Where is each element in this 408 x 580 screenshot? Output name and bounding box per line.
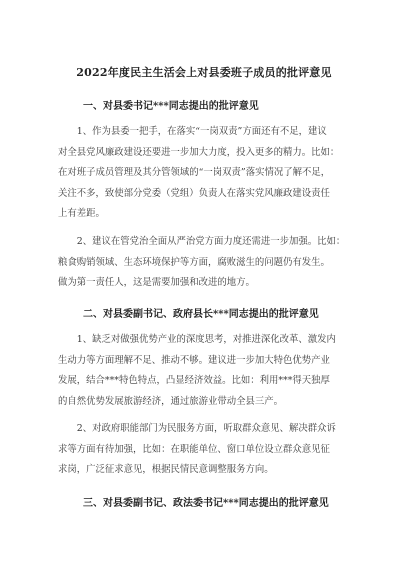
paragraph-2-1 bbox=[58, 330, 344, 412]
text-line: 生动力等方面理解不足、推动不够。建议进一步加大特色优势产业 bbox=[58, 354, 330, 366]
text-line: 粮食购销领域、生态环境保护等方面，腐败滋生的问题仍有发生。 bbox=[58, 256, 330, 268]
text-line: 做为第一责任人，这是需要加强和改进的地方。 bbox=[58, 277, 255, 289]
text-line: 求等方面有待加强，比如：在职能单位、窗口单位设立群众意见征 bbox=[58, 443, 330, 455]
text-line: 2、对政府职能部门为民服务方面，听取群众意见、解决群众诉 bbox=[76, 423, 336, 434]
paragraph-1-1 bbox=[58, 122, 344, 225]
text-line: 对全县党风廉政建设还要进一步加大力度，投入更多的精力。比如： bbox=[58, 146, 340, 158]
paragraph-2-2 bbox=[58, 419, 344, 481]
text-line: 的自然优势发展旅游经济，通过旅游业带动全县三产。 bbox=[58, 395, 284, 407]
text-line: 2、建议在管党治全面从严治党方面力度还需进一步加强。比如： bbox=[76, 236, 346, 247]
text-line: 关注不多，致使部分党委（党组）负责人在落实党风廉政建设责任 bbox=[58, 187, 330, 199]
text-line: 1、缺乏对做强优势产业的深度思考，对推进深化改革、激发内 bbox=[76, 334, 336, 345]
text-line: 发展，结合***特色特点，凸显经济效益。比如：利用***得天独厚 bbox=[58, 375, 330, 387]
section-heading-1: 一、对县委书记***同志提出的批评意见 bbox=[83, 101, 259, 112]
section-heading-3: 三、对县委副书记、政法委书记***同志提出的批评意见 bbox=[83, 498, 329, 509]
paragraph-1-2 bbox=[58, 232, 344, 294]
text-line: 1、作为县委一把手，在落实“一岗双责”方面还有不足，建议 bbox=[76, 126, 327, 137]
text-line: 在对班子成员管理及其分管领域的“一岗双责”落实情况了解不足， bbox=[58, 167, 331, 179]
text-line: 求岗，广泛征求意见，根据民情民意调整服务方向。 bbox=[58, 464, 274, 476]
text-line: 上有差距。 bbox=[58, 208, 105, 220]
document-title: 2022年度民主生活会上对县委班子成员的批评意见 bbox=[76, 66, 332, 79]
section-heading-2: 二、对县委副书记、政府县长***同志提出的批评意见 bbox=[83, 309, 319, 320]
